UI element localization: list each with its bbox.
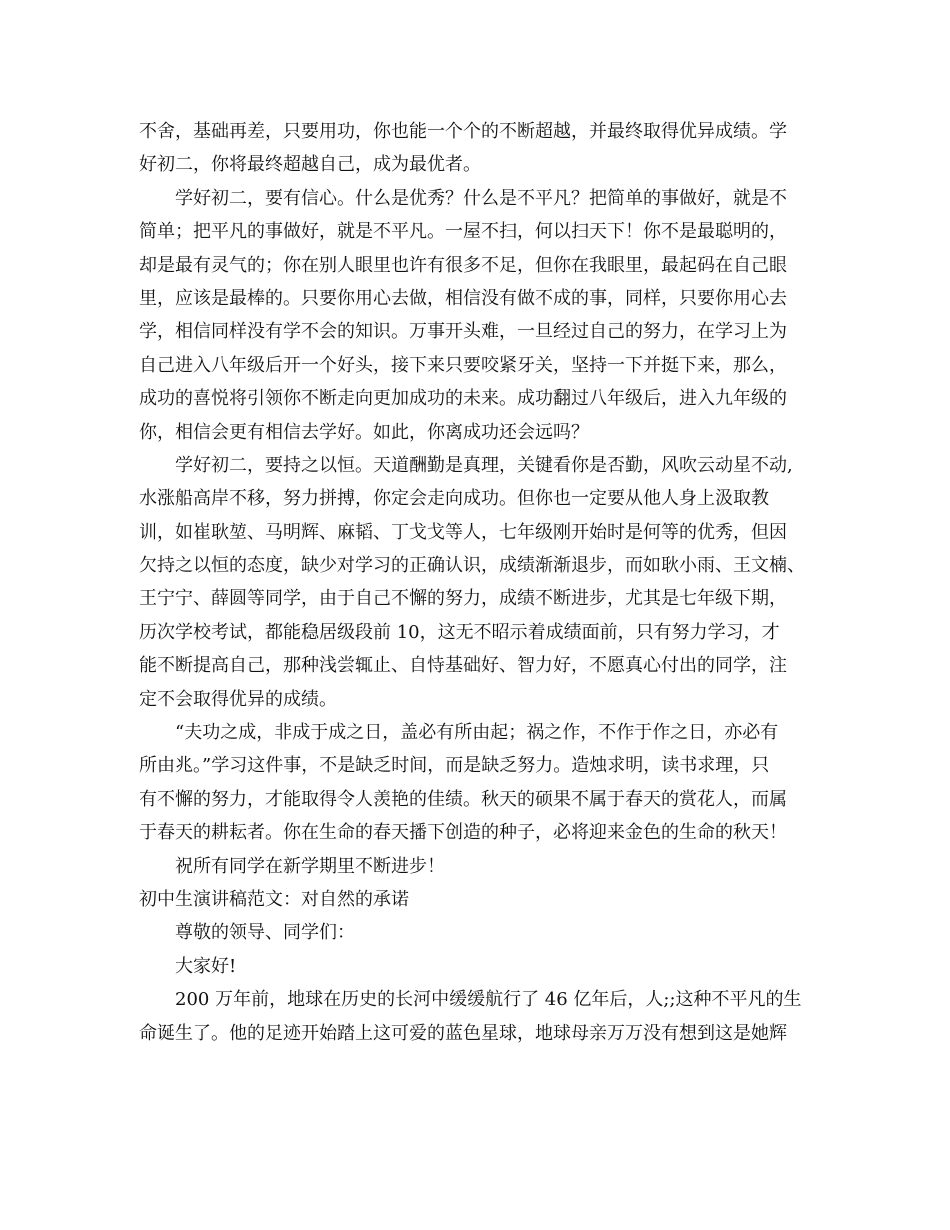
text-line: 能不断提高自己，那种浅尝辄止、自恃基础好、智力好，不愿真心付出的同学，注 [139, 655, 787, 677]
text-line: 所由兆。”学习这件事，不是缺乏时间，而是缺乏努力。造烛求明，读书求理，只 [139, 755, 770, 777]
text-line: 命诞生了。他的足迹开始踏上这可爱的蓝色星球，地球母亲万万没有想到这是她辉 [139, 1022, 787, 1044]
text-line: 却是最有灵气的；你在别人眼里也许有很多不足，但你在我眼里，最起码在自己眼 [139, 254, 787, 276]
text-line: 初中生演讲稿范文：对自然的承诺 [139, 888, 409, 910]
text-line: 学，相信同样没有学不会的知识。万事开头难，一旦经过自己的努力，在学习上为 [139, 321, 787, 343]
text-line: 你，相信会更有相信去学好。如此，你离成功还会远吗？ [139, 421, 589, 443]
text-line: 学好初二，要持之以恒。天道酬勤是真理，关键看你是否勤，风吹云动星不动, [175, 454, 793, 476]
text-line: “夫功之成，非成于成之日，盖必有所由起；祸之作，不作于作之日，亦必有 [175, 722, 779, 744]
text-line: 历次学校考试，都能稳居级段前 10，这无不昭示着成绩面前，只有努力学习，才 [139, 621, 780, 643]
text-line: 不舍，基础再差，只要用功，你也能一个个的不断超越，并最终取得优异成绩。学 [139, 121, 787, 142]
text-line: 简单；把平凡的事做好，就是不平凡。一屋不扫，何以扫天下！你不是最聪明的， [139, 221, 787, 243]
document-body [139, 115, 819, 1050]
text-line: 里，应该是最棒的。只要你用心去做，相信没有做不成的事，同样，只要你用心去 [139, 287, 787, 309]
text-line: 好初二，你将最终超越自己，成为最优者。 [139, 154, 481, 176]
text-line: 200 万年前，地球在历史的长河中缓缓航行了 46 亿年后，人;;这种不平凡的生 [175, 989, 802, 1011]
text-line: 自己进入八年级后开一个好头，接下来只要咬紧牙关，坚持一下并挺下来，那么， [139, 354, 787, 376]
text-line: 于春天的耕耘者。你在生命的春天播下创造的种子，必将迎来金色的生命的秋天！ [139, 822, 787, 844]
text-line: 学好初二，要有信心。什么是优秀？什么是不平凡？把简单的事做好，就是不 [175, 187, 787, 209]
text-line: 成功的喜悦将引领你不断走向更加成功的未来。成功翻过八年级后，进入九年级的 [139, 388, 787, 410]
text-line: 王宁宁、薛圆等同学，由于自己不懈的努力，成绩不断进步，尤其是七年级下期， [139, 588, 787, 610]
text-line: 欠持之以恒的态度，缺少对学习的正确认识，成绩渐渐退步，而如耿小雨、王文楠、 [139, 555, 805, 577]
text-line: 水涨船高岸不移，努力拼搏，你定会走向成功。但你也一定要从他人身上汲取教 [139, 488, 769, 510]
text-line: 尊敬的领导、同学们： [175, 922, 355, 944]
text-line: 有不懈的努力，才能取得令人羡艳的佳绩。秋天的硕果不属于春天的赏花人，而属 [139, 788, 787, 810]
text-line: 大家好! [175, 955, 237, 977]
text-line: 祝所有同学在新学期里不断进步！ [175, 855, 445, 877]
text-line: 训，如崔耿堃、马明辉、麻韬、丁戈戈等人，七年级刚开始时是何等的优秀，但因 [139, 521, 787, 543]
text-line: 定不会取得优异的成绩。 [139, 688, 337, 710]
